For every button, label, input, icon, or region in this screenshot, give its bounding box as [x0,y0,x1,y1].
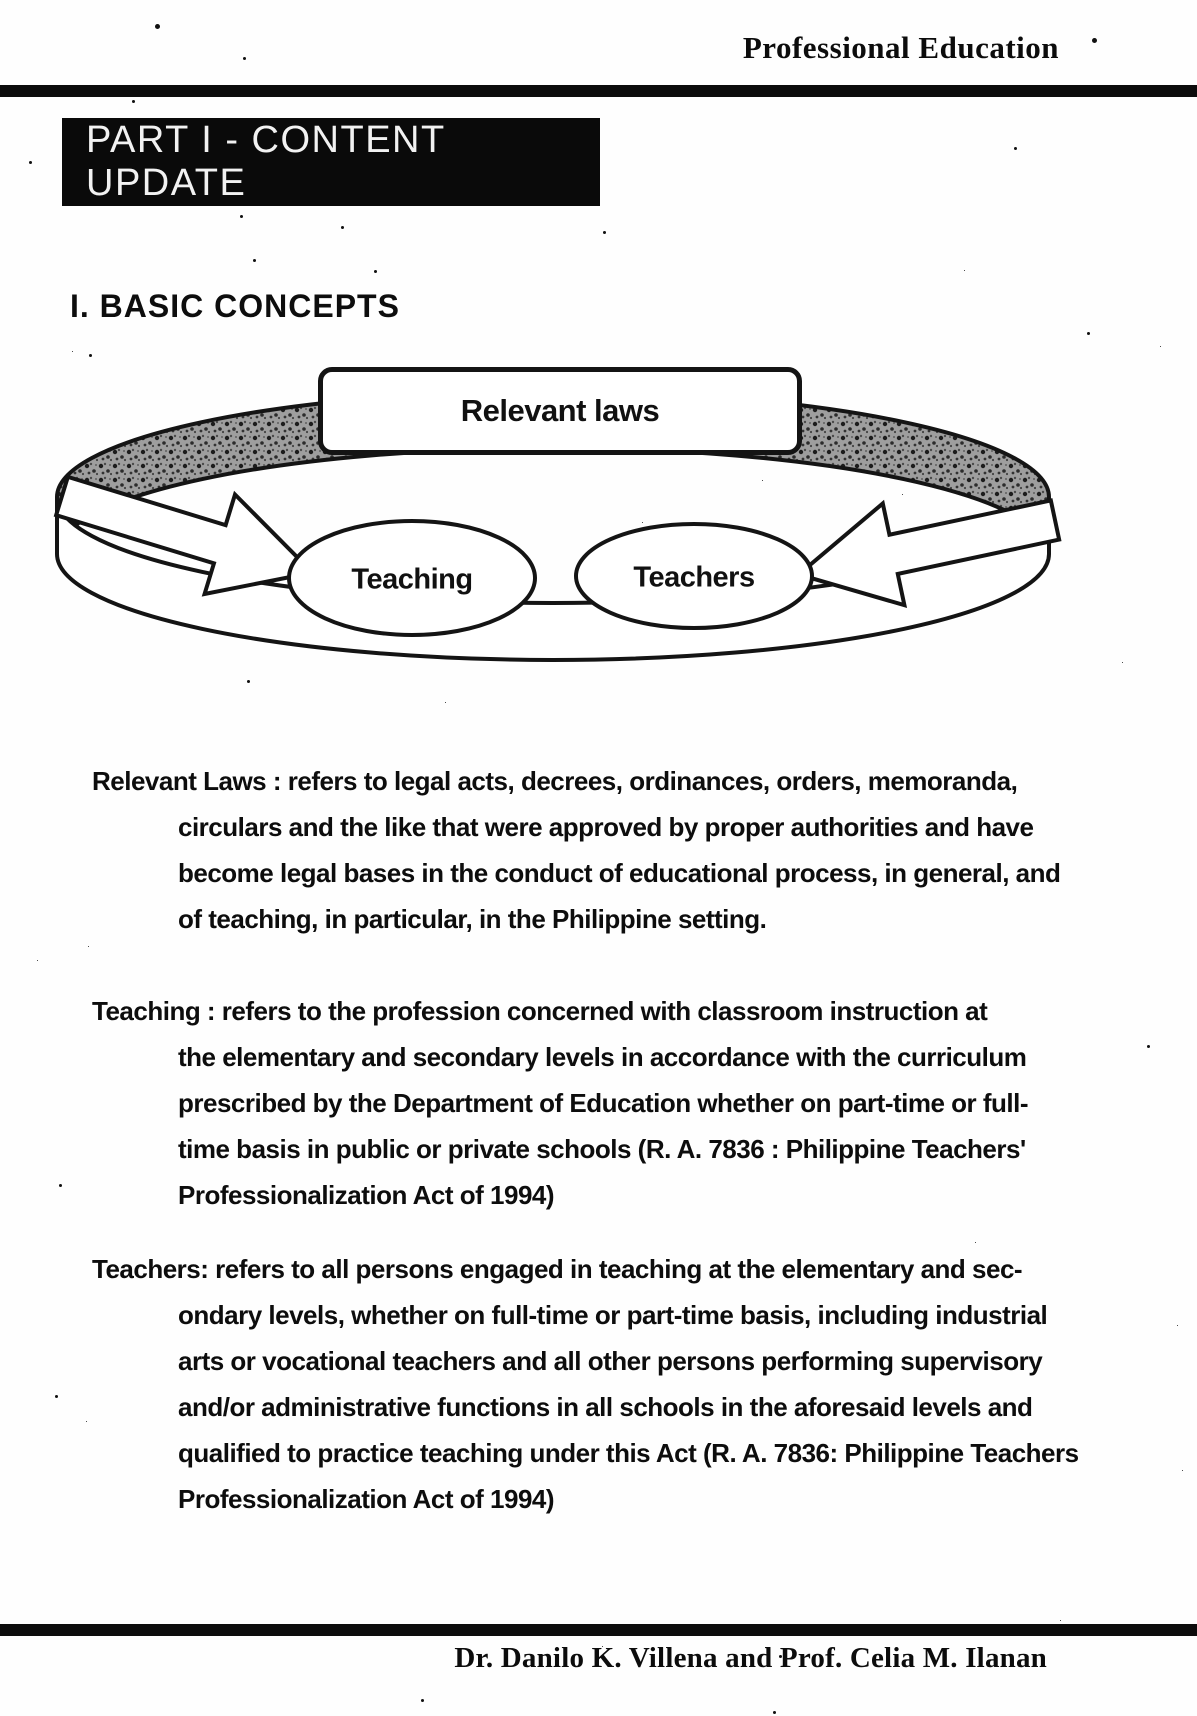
section-heading: I. BASIC CONCEPTS [70,288,400,324]
definition-line: circulars and the like that were approved by proper authorities and have [178,812,1034,842]
definition-line: Relevant Laws : refers to legal acts, decrees, ordinances, orders, memoranda, [92,766,1018,796]
definition-relevant-laws [92,758,1157,942]
footer-authors: Dr. Danilo K. Villena and Prof. Celia M. Ilanan [454,1642,1047,1674]
definition-line: Professionalization Act of 1994) [178,1180,555,1210]
definition-line: time basis in public or private schools (R. A. 7836 : Philippine Teachers' [178,1134,1026,1164]
relevant-laws-node [318,367,802,455]
definition-line: prescribed by the Department of Education whether on part-time or full- [178,1088,1029,1118]
definition-line: the elementary and secondary levels in accordance with the curriculum [178,1042,1027,1072]
definition-line: qualified to practice teaching under this Act (R. A. 7836: Philippine Teachers [178,1438,1079,1468]
definition-line: arts or vocational teachers and all other persons performing supervisory [178,1346,1043,1376]
teachers-label: Teachers [633,561,755,594]
definition-line: and/or administrative functions in all schools in the aforesaid levels and [178,1392,1033,1422]
part-banner-label: PART I - CONTENT UPDATE [86,119,446,204]
definition-line: become legal bases in the conduct of educational process, in general, and [178,858,1061,888]
definition-line: of teaching, in particular, in the Philippine setting. [178,904,767,934]
relevant-laws-label: Relevant laws [460,393,660,428]
definition-line: Professionalization Act of 1994) [178,1484,555,1514]
page-header-title: Professional Education [742,30,1059,65]
teaching-label: Teaching [351,563,473,596]
footer-rule [0,1624,1197,1636]
definition-line: ondary levels, whether on full-time or part-time basis, including industrial [178,1300,1048,1330]
definition-line: Teaching : refers to the profession concerned with classroom instruction at [92,996,988,1026]
definition-teachers [92,1246,1157,1522]
definition-line: Teachers: refers to all persons engaged in teaching at the elementary and sec- [92,1254,1023,1284]
definition-teaching [92,988,1157,1218]
